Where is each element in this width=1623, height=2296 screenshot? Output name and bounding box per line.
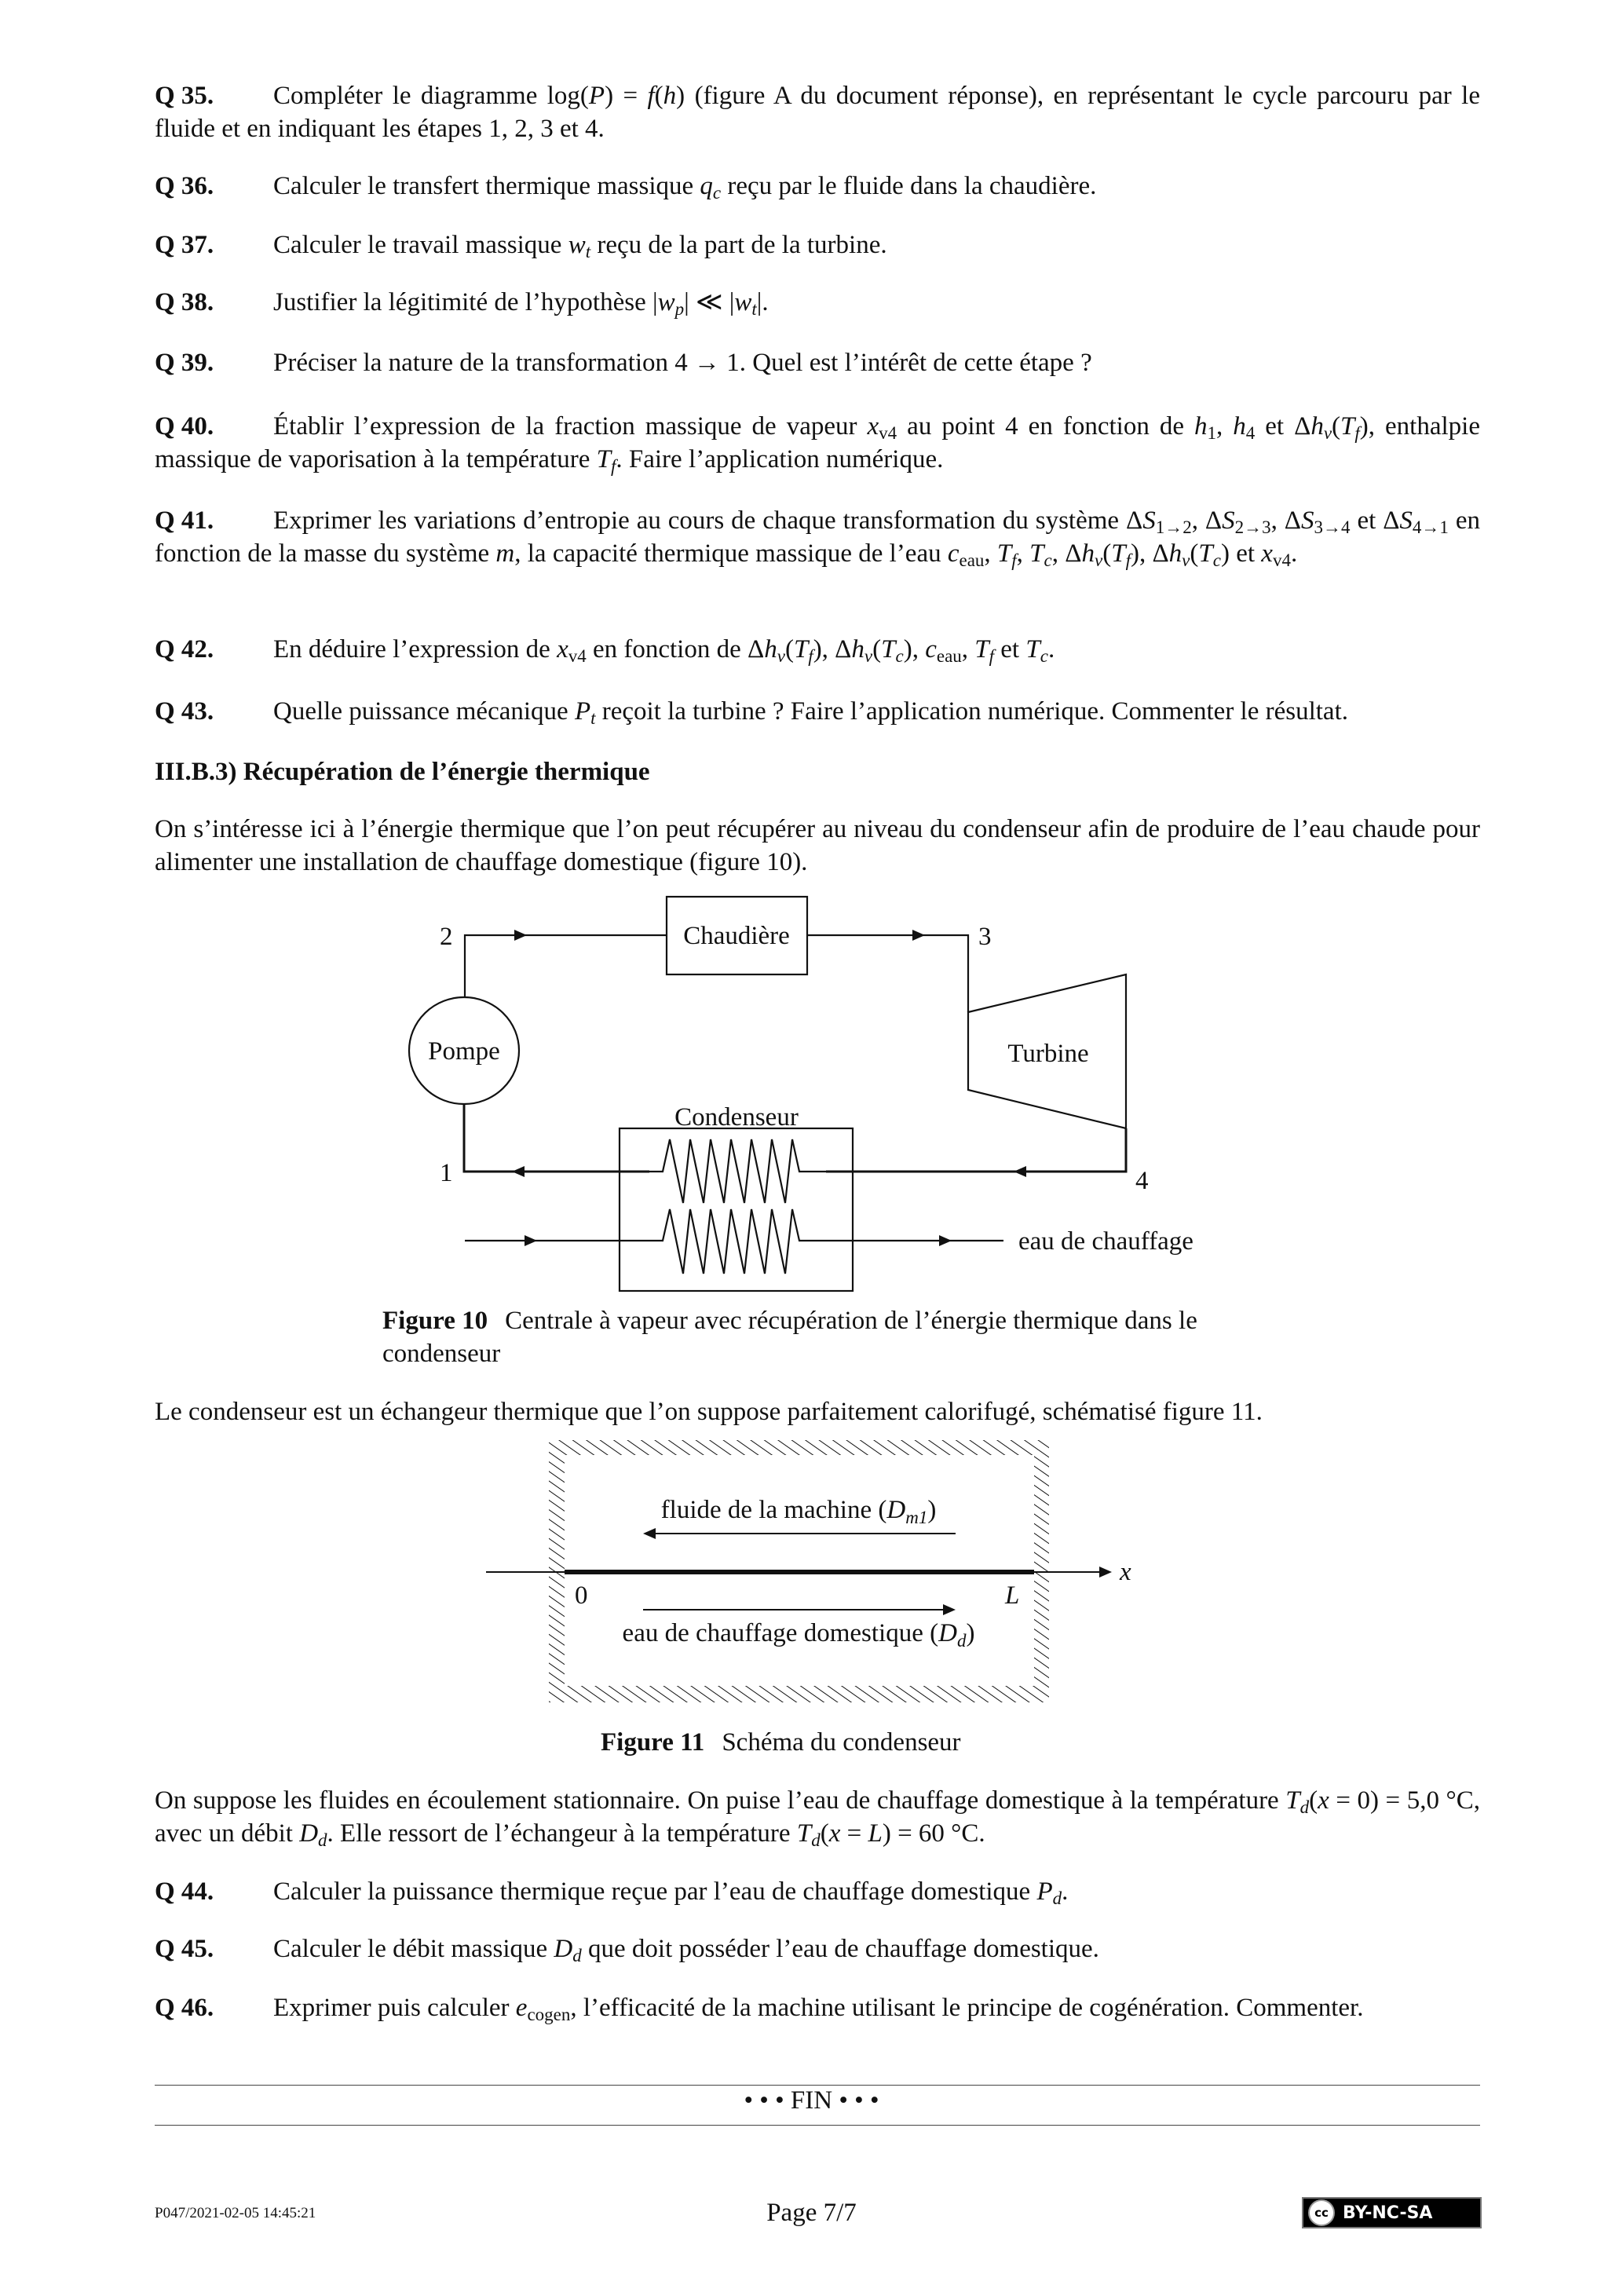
math-subscript: f — [989, 646, 995, 666]
question-label: Q 40. — [155, 412, 214, 441]
math-subscript: f — [1011, 550, 1017, 570]
condenser-coil-upper — [649, 1139, 826, 1203]
section-heading: III.B.3) Récupération de l’énergie thermique — [155, 758, 650, 786]
math-symbol: T — [996, 539, 1012, 568]
math-symbol: w — [568, 231, 586, 259]
math-subscript: d — [811, 1830, 821, 1850]
math-symbol: x — [1318, 1786, 1329, 1815]
question-label: Q 45. — [155, 1935, 214, 1963]
math-subscript: 4 — [1245, 423, 1256, 443]
math-subscript: f — [611, 456, 616, 476]
text-body: On s’intéresse ici à l’énergie thermique que l’on peut récupérer au niveau du condenseur afin de produire de l’eau chaude pour alimenter une installation de chauffage domestique (figure 10). — [155, 815, 1480, 876]
document-code: P047/2021-02-05 14:45:21 — [155, 2205, 316, 2221]
end-marker: • • • FIN • • • — [744, 2086, 879, 2115]
math-symbol: q — [700, 172, 713, 200]
caption-text: Centrale à vapeur avec récupération de l’énergie thermique dans le condenseur — [382, 1307, 1197, 1368]
point-4-label: 4 — [1135, 1167, 1149, 1195]
math-subscript: v4 — [879, 423, 897, 443]
text-body: Calculer le travail massique $w_t$ reçu de la part de la turbine. — [273, 231, 887, 261]
math-subscript: v — [1323, 423, 1332, 443]
math-subscript: 1 — [1207, 423, 1216, 443]
math-symbol: T — [1025, 635, 1040, 664]
math-subscript: f — [1354, 423, 1360, 443]
arrow-right — [912, 930, 925, 941]
math-symbol: c — [925, 635, 937, 664]
math-subscript: v — [864, 646, 873, 666]
license-text: BY-NC-SA — [1343, 2203, 1433, 2223]
math-subscript: t — [585, 242, 591, 261]
text-body: Établir l’expression de la fraction massique de vapeur $x_{v4}$ au point 4 en fonction de $h_1$, $h_4$ et $\Delta h_v(T_f)$, enthalpie massique de vaporisation à la température $T_f$. Faire l’application numérique. — [155, 412, 1480, 476]
math-subscript: d — [1299, 1797, 1310, 1817]
flow-arrows — [512, 930, 1026, 1246]
math-symbol: T — [1111, 539, 1126, 568]
origin-label: 0 — [575, 1581, 588, 1610]
math-symbol: T — [1285, 1786, 1300, 1815]
page-number: Page 7/7 — [766, 2199, 857, 2227]
math-subscript: d — [1052, 1888, 1062, 1908]
pipe-boiler-to-3 — [807, 935, 968, 1012]
math-subscript: t — [590, 708, 596, 728]
math-symbol: h — [851, 635, 865, 664]
math-subscript: t — [751, 299, 757, 319]
text-body: Calculer le débit massique $D_d$ que doit posséder l’eau de chauffage domestique. — [273, 1935, 1099, 1965]
math-symbol: h — [663, 82, 677, 110]
math-symbol: T — [793, 635, 809, 664]
point-1-label: 1 — [440, 1159, 453, 1187]
math-subscript: cogen — [527, 2005, 571, 2024]
text-body: Calculer le transfert thermique massique $q_c$ reçu par le fluide dans la chaudière. — [273, 172, 1097, 203]
condenser-box — [620, 1128, 853, 1291]
heating-water-coil — [465, 1209, 1003, 1274]
math-symbol: D — [299, 1819, 319, 1848]
math-subscript: p — [674, 299, 685, 319]
math-symbol: e — [515, 1994, 528, 2022]
machine-fluid-label: fluide de la machine $(D_{m1})$ — [660, 1496, 937, 1527]
math-symbol: T — [1198, 539, 1213, 568]
caption-label: Figure 10 — [382, 1307, 488, 1335]
math-symbol: S — [1142, 506, 1156, 535]
question-label: Q 37. — [155, 231, 214, 259]
arrow-right — [943, 1604, 956, 1615]
math-symbol: T — [796, 1819, 812, 1848]
question-label: Q 38. — [155, 288, 214, 316]
math-subscript: v — [1182, 550, 1190, 570]
math-symbol: h — [1193, 412, 1208, 441]
math-subscript: c — [1040, 646, 1048, 666]
math-subscript: 2→3 — [1234, 517, 1271, 537]
math-subscript: c — [1044, 550, 1052, 570]
point-2-label: 2 — [440, 923, 453, 951]
text-body: Préciser la nature de la transformation 4 → 1. Quel est l’intérêt de cette étape ? — [273, 349, 1092, 377]
math-subscript: 3→4 — [1314, 517, 1351, 537]
math-subscript: d — [572, 1946, 582, 1965]
math-symbol: T — [1029, 539, 1044, 568]
figure-10-caption — [382, 1304, 1270, 1370]
math-symbol: f — [647, 82, 655, 110]
axis-label: x — [1120, 1558, 1131, 1586]
text-body: Quelle puissance mécanique $P_t$ reçoit la turbine ? Faire l’application numérique. Commenter le résultat. — [273, 697, 1348, 728]
question-label: Q 44. — [155, 1877, 214, 1906]
math-symbol: h — [1233, 412, 1246, 441]
math-symbol: x — [867, 412, 879, 441]
arrow-left — [512, 1166, 525, 1177]
math-symbol: S — [1222, 506, 1235, 535]
arrow-right — [939, 1235, 952, 1246]
license-badge — [1302, 2197, 1482, 2228]
question-label: Q 35. — [155, 82, 214, 110]
question-46 — [155, 1991, 1480, 2024]
math-subscript: eau — [936, 646, 962, 666]
question-label: Q 39. — [155, 349, 214, 377]
question-45 — [155, 1932, 1480, 1965]
question-label: Q 46. — [155, 1994, 214, 2022]
question-label: Q 43. — [155, 697, 214, 726]
math-symbol: x — [1261, 539, 1273, 568]
math-symbol: S — [1399, 506, 1413, 535]
caption-label: Figure 11 — [601, 1728, 705, 1757]
text-body: Le condenseur est un échangeur thermique que l’on suppose parfaitement calorifugé, schématisé figure 11. — [155, 1398, 1263, 1426]
question-label: Q 36. — [155, 172, 214, 200]
math-subscript: c — [895, 646, 904, 666]
math-subscript: v4 — [568, 646, 587, 666]
math-symbol: D — [554, 1935, 573, 1963]
math-subscript: d — [318, 1830, 327, 1850]
x-axis-arrow — [1099, 1567, 1112, 1578]
math-subscript: 4→1 — [1412, 517, 1449, 537]
math-symbol: T — [881, 635, 896, 664]
math-symbol: T — [974, 635, 989, 664]
pipe-2-to-boiler — [465, 935, 667, 997]
math-symbol: x — [557, 635, 568, 664]
length-label: L — [1005, 1581, 1020, 1610]
turbine-label: Turbine — [1007, 1040, 1089, 1068]
flow-paragraph — [155, 1784, 1480, 1850]
math-subscript: v — [1094, 550, 1103, 570]
math-symbol: P — [588, 82, 605, 110]
text-body: Exprimer les variations d’entropie au cours de chaque transformation du système $\Delta S_{1\to 2}$, $\Delta S_{2\to 3}$, $\Delta S_{3\to 4}$ et $\Delta S_{4\to 1}$ en fonction de la masse du système m, la capacité thermique massique de l’eau $c_{eau}$, $T_f$, $T_c$, $\Delta h_v(T_f)$, $\Delta h_v(T_c)$ et $x_{v4}$. — [155, 506, 1480, 570]
point-3-label: 3 — [978, 923, 992, 951]
pipe-4-to-condenser — [826, 1128, 1126, 1172]
math-subscript: c — [1212, 550, 1221, 570]
text-body: En déduire l’expression de $x_{v4}$ en fonction de $\Delta h_v(T_f)$, $\Delta h_v(T_c)$, $c_{eau}$, $T_f$ et $T_c$. — [273, 635, 1055, 666]
math-subscript: f — [1125, 550, 1131, 570]
arrow-left — [1014, 1166, 1026, 1177]
math-symbol: x — [828, 1819, 841, 1848]
math-symbol: P — [1036, 1877, 1053, 1906]
math-subscript: 1→2 — [1155, 517, 1192, 537]
heating-water-label: eau de chauffage — [1018, 1227, 1193, 1256]
math-symbol: S — [1301, 506, 1314, 535]
question-44 — [155, 1875, 1480, 1908]
math-symbol: w — [657, 288, 675, 316]
math-subscript: f — [808, 646, 813, 666]
math-symbol: h — [764, 635, 777, 664]
math-subscript: c — [712, 183, 722, 203]
figure-11-diagram — [0, 1413, 1623, 1727]
text-body: Exprimer puis calculer $e_{cogen}$, l’efficacité de la machine utilisant le principe de cogénération. Commenter. — [273, 1994, 1364, 2024]
text-body: Compléter le diagramme log(P) = f(h) (figure A du document réponse), en représentant le cycle parcouru par le fluide et en indiquant les étapes 1, 2, 3 et 4. — [155, 82, 1480, 143]
domestic-water-label: eau de chauffage domestique $(D_d)$ — [622, 1619, 975, 1651]
text-body: Justifier la légitimité de l’hypothèse $|w_p|$ ≪ $|w_t|$. — [273, 288, 769, 319]
question-label: Q 42. — [155, 635, 214, 664]
math-symbol: h — [1310, 412, 1324, 441]
condenser-label: Condenseur — [674, 1103, 799, 1132]
math-subscript: v4 — [1272, 550, 1291, 570]
boiler-label: Chaudière — [683, 922, 790, 950]
text-body: On suppose les fluides en écoulement stationnaire. On puise l’eau de chauffage domestique à la température $T_d(x = 0) = 5,0$ °C, avec un débit $D_d$. Elle ressort de l’échangeur à la température $T_d(x = L) = 60$ °C. — [155, 1786, 1480, 1850]
math-symbol: c — [947, 539, 960, 568]
math-symbol: w — [734, 288, 752, 316]
math-symbol: T — [1340, 412, 1355, 441]
question-label: Q 41. — [155, 506, 214, 535]
math-symbol: T — [596, 445, 611, 473]
math-symbol: L — [868, 1819, 883, 1848]
pump-label: Pompe — [428, 1037, 500, 1066]
figure-11-caption — [601, 1726, 961, 1759]
math-symbol: h — [1081, 539, 1095, 568]
end-rule-top — [155, 2085, 1480, 2086]
math-symbol: m — [495, 539, 515, 568]
caption-text: Schéma du condenseur — [722, 1728, 961, 1757]
text-body: Calculer la puissance thermique reçue par l’eau de chauffage domestique $P_d$. — [273, 1877, 1069, 1908]
math-subscript: eau — [959, 550, 985, 570]
pipe-condenser-to-1 — [464, 1104, 649, 1172]
math-subscript: v — [777, 646, 785, 666]
end-rule-bottom — [155, 2125, 1480, 2126]
math-symbol: P — [574, 697, 591, 726]
cc-icon: cc — [1308, 2199, 1335, 2226]
math-symbol: h — [1168, 539, 1183, 568]
arrow-right — [525, 1235, 537, 1246]
arrow-left — [643, 1528, 656, 1539]
arrow-right — [514, 930, 527, 941]
